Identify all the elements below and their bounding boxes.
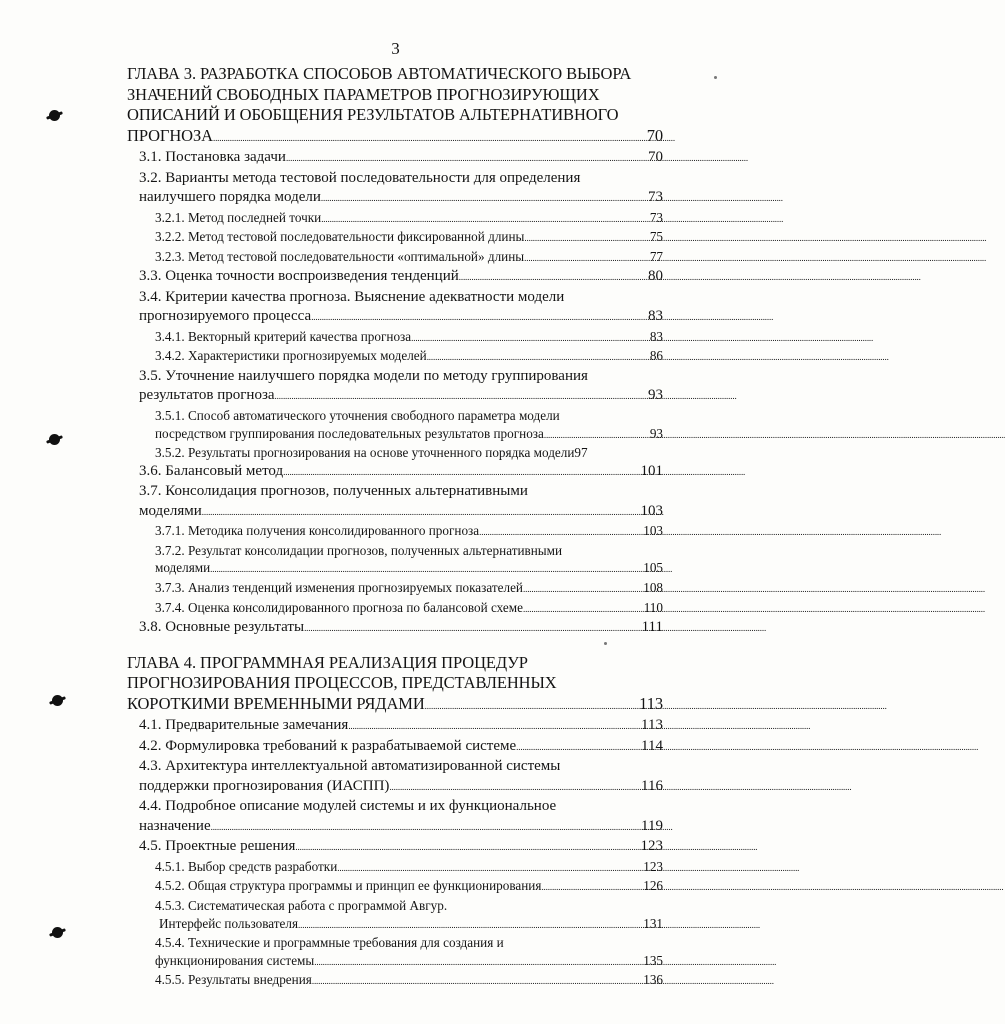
entry-title: 3.7.2. Результат консолидации прогнозов, полученных альтернативными [155, 542, 563, 558]
toc-entry-3-2-3[interactable] [127, 248, 663, 268]
page-ref: 108 [643, 580, 663, 596]
entry-title: моделями [155, 560, 211, 576]
entry-title: 4.5.1. Выбор средств разработки [155, 858, 338, 874]
chapter-gap [127, 639, 663, 653]
entry-title: моделями [139, 502, 202, 519]
dot-leader [211, 817, 639, 838]
entry-title: 3.8. Основные результаты [139, 619, 305, 636]
page-ref: 103 [643, 523, 663, 539]
dot-leader [524, 248, 648, 268]
toc-entry-4-5-2[interactable] [127, 877, 663, 897]
dot-leader [283, 462, 638, 483]
dot-leader [321, 209, 648, 229]
toc-entry-3-2[interactable] [127, 169, 663, 209]
page-ref: 73 [648, 189, 663, 205]
toc-entry-3-7-3[interactable] [127, 579, 663, 599]
entry-title: 3.2.1. Метод последней точки [155, 209, 322, 225]
dot-leader [275, 386, 646, 407]
chapter-title-line: ГЛАВА 4. ПРОГРАММНАЯ РЕАЛИЗАЦИЯ ПРОЦЕДУР [127, 652, 528, 672]
toc-entry-3-8[interactable] [127, 618, 663, 639]
entry-title: 4.4. Подробное описание модулей системы и их функциональное [139, 798, 557, 815]
entry-title: 3.2.3. Метод тестовой последовательности «оптимальной» длины [155, 248, 525, 264]
entry-title: 3.5.1. Способ автоматического уточнения свободного параметра модели [155, 407, 560, 423]
page-ref: 75 [649, 229, 663, 245]
page-ref: 83 [648, 308, 663, 325]
toc-entry-3-4[interactable] [127, 288, 663, 328]
entry-title: 4.1. Предварительные замечания [139, 717, 349, 734]
dot-leader [411, 328, 648, 348]
binding-hole-mark-2 [49, 434, 60, 445]
entry-title: поддержки прогнозирования (ИАСПП) [139, 777, 390, 794]
toc-entry-4-1[interactable] [127, 716, 663, 737]
chapter-title-line: ПРОГНОЗА [127, 125, 213, 145]
dot-leader [304, 618, 640, 639]
page-ref: 114 [641, 737, 663, 754]
dot-leader [210, 559, 641, 579]
toc-entry-3-1[interactable] [127, 148, 663, 169]
page-ref: 111 [641, 619, 663, 636]
dot-leader [321, 188, 646, 209]
toc-entry-3-7-1[interactable] [127, 522, 663, 542]
toc-entry-4-5-5[interactable] [127, 971, 663, 991]
toc-entry-3-5-2[interactable] [127, 444, 663, 462]
chapter-3-heading[interactable] [127, 64, 663, 148]
page-ref: 135 [643, 952, 663, 968]
toc-entry-4-3[interactable] [127, 757, 663, 797]
dot-leader [314, 952, 641, 972]
page-ref: 116 [641, 777, 663, 794]
page-ref: 83 [649, 328, 663, 344]
chapter-title-line: ОПИСАНИЙ И ОБОБЩЕНИЯ РЕЗУЛЬТАТОВ АЛЬТЕРНАТИВНОГО [127, 105, 619, 124]
chapter-title-line: ПРОГНОЗИРОВАНИЯ ПРОЦЕССОВ, ПРЕДСТАВЛЕННЫХ [127, 673, 557, 693]
entry-title: наилучшего порядка модели [139, 189, 321, 205]
page-ref: 126 [643, 878, 663, 894]
entry-title: 3.7.4. Оценка консолидированного прогноза по балансовой схеме [155, 599, 523, 615]
page-ref: 93 [648, 387, 663, 404]
dot-leader [202, 502, 639, 523]
page-ref: 105 [643, 560, 663, 576]
toc-entry-4-5-4[interactable] [127, 934, 663, 971]
toc-entry-3-4-2[interactable] [127, 347, 663, 367]
toc-entry-3-3[interactable] [127, 267, 663, 288]
toc-entry-4-5-1[interactable] [127, 858, 663, 878]
dot-leader [286, 148, 646, 169]
toc-entry-4-2[interactable] [127, 737, 663, 758]
entry-title: 4.5.3. Систематическая работа с программой Авгур. [155, 897, 448, 913]
entry-title: 3.7.1. Методика получения консолидированного прогноза [155, 523, 480, 539]
page-ref: 103 [640, 502, 663, 519]
chapter-4-heading[interactable] [127, 653, 663, 717]
entry-title: 3.5.2. Результаты прогнозирования на основе уточненного порядка модели [155, 445, 575, 461]
entry-title: назначение [139, 817, 211, 834]
binding-hole-mark-1 [49, 110, 60, 121]
page-ref: 113 [639, 693, 663, 713]
entry-title: прогнозируемого процесса [139, 308, 312, 325]
entry-title: 3.2. Варианты метода тестовой последовательности для определения [139, 169, 581, 186]
binding-hole-mark-3 [52, 695, 63, 706]
entry-title: функционирования системы [155, 952, 315, 968]
entry-title: 3.6. Балансовый метод [139, 462, 284, 479]
dot-leader [544, 425, 648, 445]
entry-title: 4.3. Архитектура интеллектуальной автоматизированной системы [139, 758, 561, 775]
dot-leader [311, 307, 646, 328]
page-ref: 77 [649, 248, 663, 264]
dot-leader [516, 737, 639, 758]
entry-title: 4.5.2. Общая структура программы и принцип ее функционирования [155, 878, 542, 894]
dot-leader [425, 694, 637, 717]
page-ref: 70 [646, 125, 663, 145]
entry-title: 4.5. Проектные решения [139, 838, 296, 855]
page-ref: 97 [574, 445, 588, 461]
entry-title: посредством группирования последовательных результатов прогноза [155, 425, 544, 441]
entry-title: Интерфейс пользователя [159, 915, 299, 931]
page-ref: 131 [643, 915, 663, 931]
entry-title: 3.7.3. Анализ тенденций изменения прогнозируемых показателей [155, 580, 523, 596]
toc-entry-3-6[interactable] [127, 462, 663, 483]
chapter-title-line: КОРОТКИМИ ВРЕМЕННЫМИ РЯДАМИ [127, 693, 425, 713]
entry-title: 4.2. Формулировка требований к разрабатываемой системе [139, 737, 517, 754]
dot-leader [298, 915, 641, 935]
dot-leader [295, 837, 638, 858]
page-ref: 123 [640, 838, 663, 855]
entry-title: 3.3. Оценка точности воспроизведения тенденций [139, 268, 459, 285]
entry-title: 3.1. Постановка задачи [139, 149, 286, 165]
toc-entry-3-7[interactable] [127, 482, 663, 522]
dot-leader [523, 579, 641, 599]
dot-leader [479, 522, 641, 542]
dot-leader [523, 599, 642, 619]
entry-title: 4.5.4. Технические и программные требования для создания и [155, 935, 504, 951]
chapter-title-line: ЗНАЧЕНИЙ СВОБОДНЫХ ПАРАМЕТРОВ ПРОГНОЗИРУЮЩИХ [127, 84, 600, 104]
page-ref: 136 [643, 972, 663, 988]
entry-title: результатов прогноза [139, 387, 275, 404]
binding-hole-mark-4 [52, 927, 63, 938]
page-ref: 70 [648, 149, 663, 165]
page-ref: 86 [649, 348, 663, 364]
dot-leader [312, 971, 641, 991]
dot-leader [213, 126, 645, 149]
page-ref: 80 [648, 268, 663, 285]
page-number: 3 [391, 39, 400, 58]
toc-entry-4-4[interactable] [127, 797, 663, 837]
toc-entry-3-7-4[interactable] [127, 599, 663, 619]
entry-title: 3.4.1. Векторный критерий качества прогноза [155, 328, 412, 344]
page-ref: 73 [649, 209, 663, 225]
table-of-contents [127, 64, 663, 991]
entry-title: 3.4. Критерии качества прогноза. Выяснение адекватности модели [139, 288, 565, 305]
toc-entry-3-7-2[interactable] [127, 542, 663, 579]
entry-title: 4.5.5. Результаты внедрения [155, 972, 312, 988]
entry-title: 3.7. Консолидация прогнозов, полученных альтернативными [139, 483, 528, 500]
entry-title: 3.5. Уточнение наилучшего порядка модели по методу группирования [139, 367, 588, 384]
entry-title: 3.2.2. Метод тестовой последовательности фиксированной длины [155, 229, 525, 245]
page-ref: 119 [641, 817, 663, 834]
page-ref: 110 [643, 599, 663, 615]
dot-leader [348, 716, 639, 737]
dot-leader [459, 267, 646, 288]
chapter-title-line: ГЛАВА 3. РАЗРАБОТКА СПОСОБОВ АВТОМАТИЧЕСКОГО ВЫБОРА [127, 64, 632, 83]
dot-leader [337, 858, 641, 878]
dot-leader [389, 777, 639, 798]
page-ref: 101 [640, 462, 663, 479]
toc-entry-4-5-3[interactable] [127, 897, 663, 934]
dot-leader [524, 228, 647, 248]
page-ref: 113 [641, 717, 663, 734]
entry-title: 3.4.2. Характеристики прогнозируемых моделей [155, 348, 427, 364]
toc-entry-3-5[interactable] [127, 367, 663, 407]
toc-entry-3-2-1[interactable] [127, 209, 663, 229]
toc-entry-4-5[interactable] [127, 837, 663, 858]
toc-entry-3-2-2[interactable] [127, 228, 663, 248]
dot-leader [541, 877, 641, 897]
toc-entry-3-4-1[interactable] [127, 328, 663, 348]
page-ref: 123 [643, 858, 663, 874]
scan-speck [714, 76, 717, 79]
toc-entry-3-5-1[interactable] [127, 407, 663, 444]
dot-leader [427, 347, 648, 367]
page-ref: 93 [649, 425, 663, 441]
